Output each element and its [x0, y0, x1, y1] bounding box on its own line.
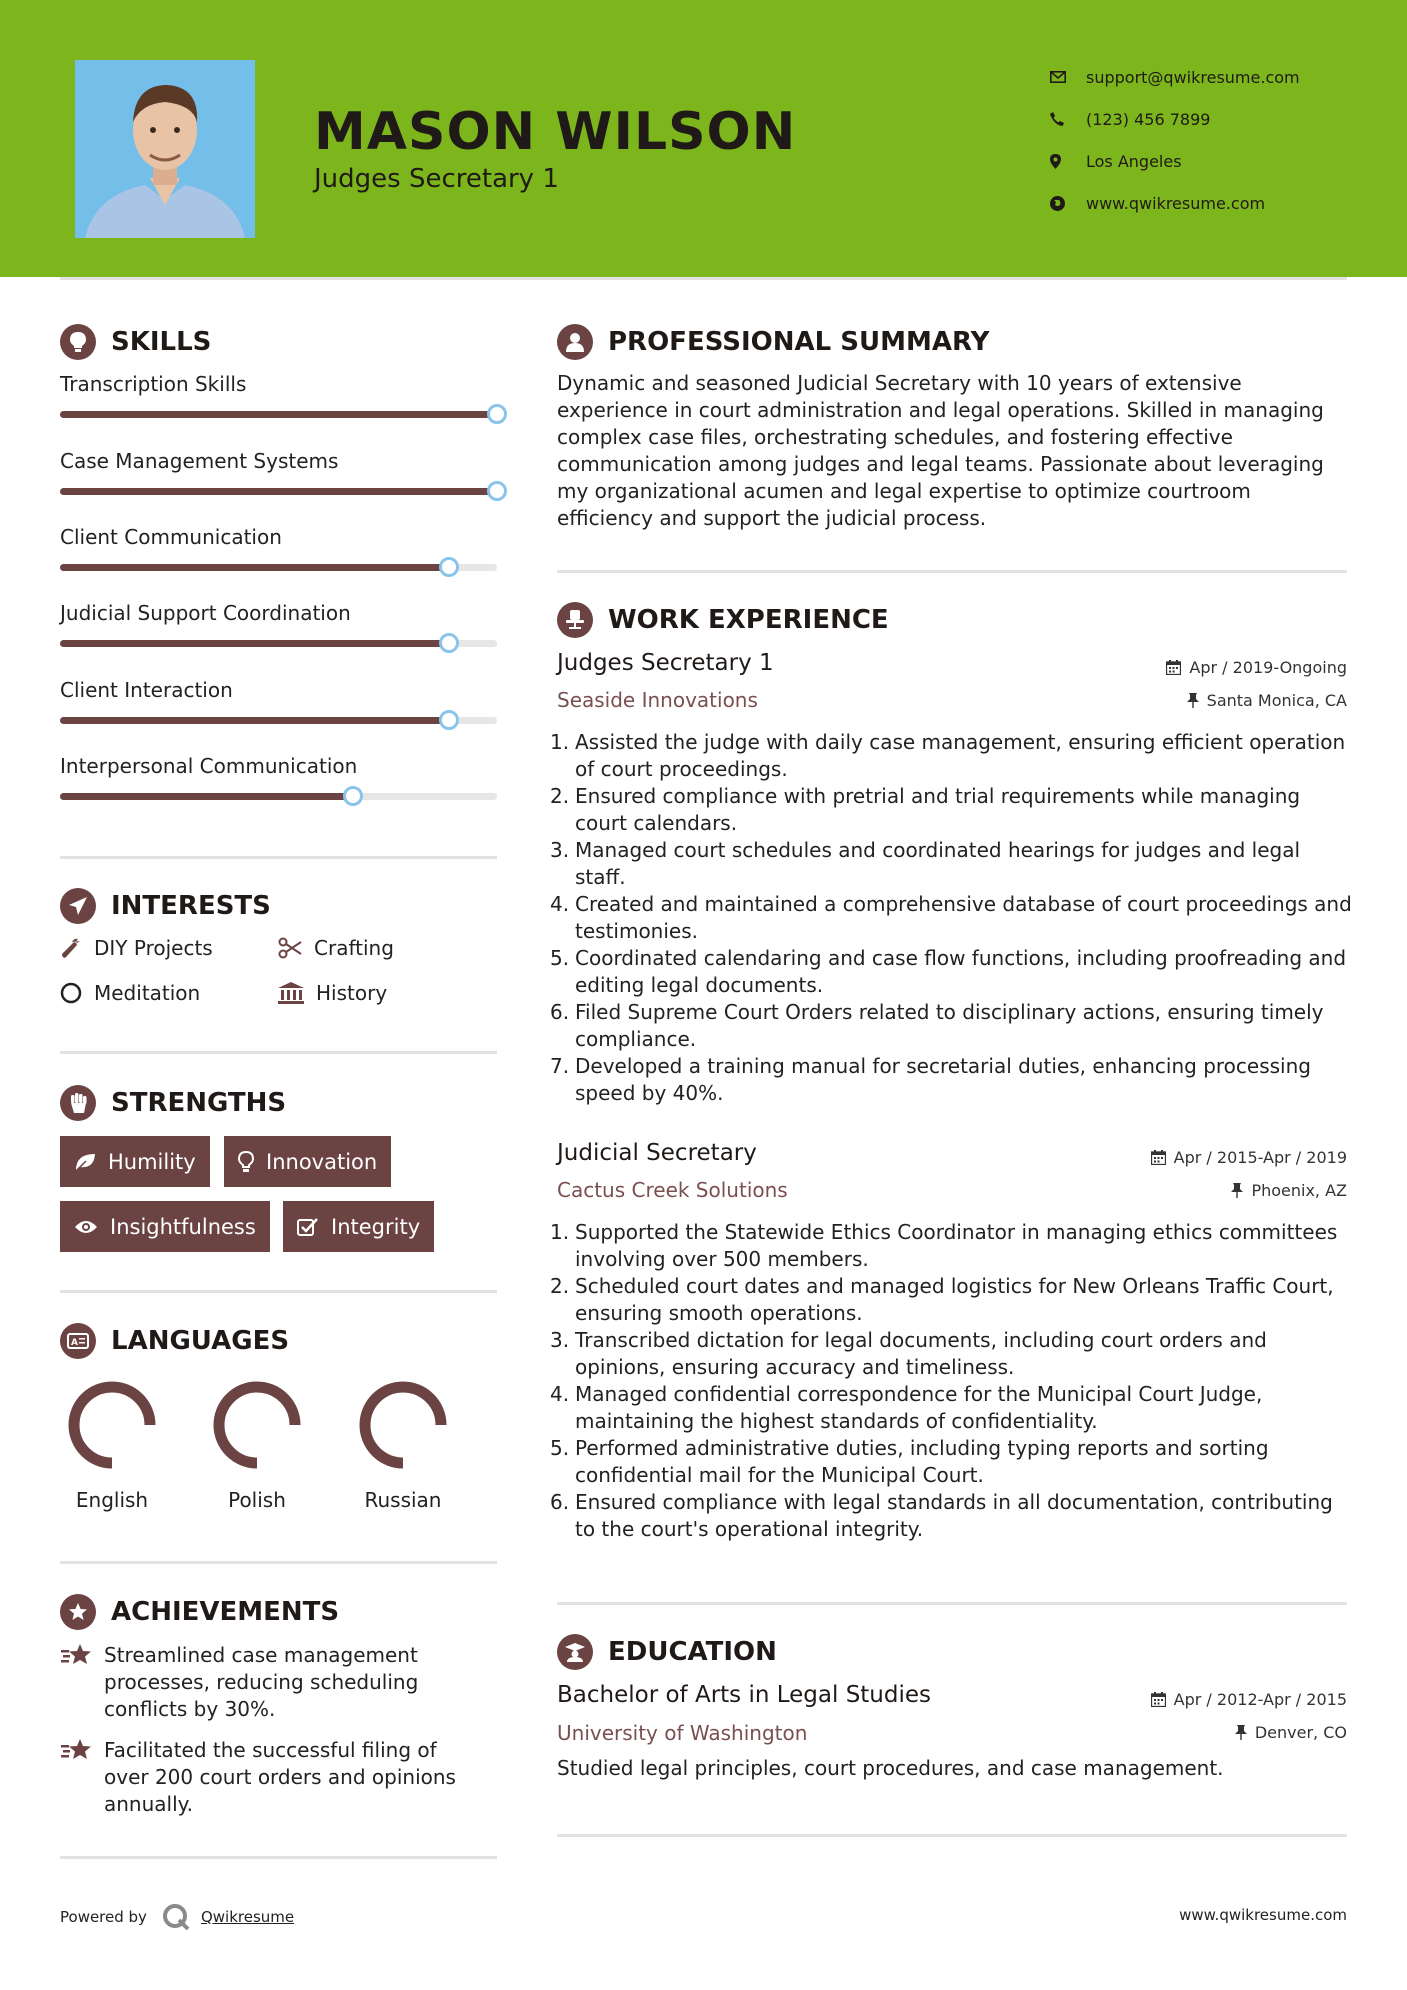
- skill-bar-fill: [60, 640, 449, 647]
- interest-item: Crafting: [278, 936, 394, 960]
- skill-bar-knob: [487, 481, 507, 501]
- envelope-icon: [1050, 71, 1086, 83]
- language-item: [197, 1375, 317, 1512]
- duty-item: Transcribed dictation for legal documents, including court orders and opinions, ensuring accuracy and timeliness.: [575, 1328, 1267, 1379]
- skill-bar: [60, 717, 497, 724]
- duty-item: Developed a training manual for secretarial duties, enhancing processing speed by 40%.: [575, 1054, 1311, 1105]
- interest-item: History: [278, 981, 387, 1005]
- education-location: Denver, CO: [1235, 1723, 1347, 1742]
- qwikresume-logo-icon: [161, 1902, 191, 1932]
- phone-icon: [1050, 112, 1086, 126]
- calendar-icon: [1151, 1150, 1166, 1165]
- degree-title: Bachelor of Arts in Legal Studies: [557, 1682, 932, 1708]
- language-item: [52, 1375, 172, 1512]
- language-item: [343, 1375, 463, 1512]
- education-description: Studied legal principles, court procedures, and case management.: [557, 1756, 1224, 1780]
- job-title: Judicial Secretary: [557, 1140, 757, 1166]
- skill-label: Judicial Support Coordination: [60, 601, 351, 625]
- skill-item: [60, 754, 497, 778]
- duty-item: Ensured compliance with legal standards in all documentation, contributing to the court's operational integrity.: [575, 1490, 1333, 1541]
- skill-bar-fill: [60, 488, 497, 495]
- skill-bar-fill: [60, 564, 449, 571]
- skill-bar: [60, 564, 497, 571]
- duty-item: Assisted the judge with daily case management, ensuring efficient operation of court proceedings.: [575, 730, 1346, 781]
- duty-item: Filed Supreme Court Orders related to disciplinary actions, ensuring timely compliance.: [575, 1000, 1324, 1051]
- interest-item: DIY Projects: [60, 936, 213, 960]
- wrench-icon: [60, 937, 82, 959]
- job-dates: Apr / 2015-Apr / 2019: [1151, 1148, 1347, 1167]
- profile-photo: [75, 60, 255, 238]
- office-chair-icon: [557, 602, 593, 638]
- contact-website: [1050, 182, 1300, 224]
- star-badge-icon: [60, 1594, 96, 1630]
- calendar-icon: [1166, 660, 1181, 675]
- phone-text: (123) 456 7899: [1086, 109, 1211, 129]
- job-duties: [575, 1219, 1355, 1543]
- skill-bar-knob: [439, 633, 459, 653]
- section-divider: [60, 856, 497, 859]
- skill-bar-knob: [439, 710, 459, 730]
- skill-bar: [60, 793, 497, 800]
- header-banner: [0, 0, 1407, 277]
- strengths-heading: STRENGTHS: [60, 1085, 286, 1121]
- skill-bar-knob: [439, 557, 459, 577]
- strength-chip: Innovation: [224, 1136, 391, 1187]
- skill-bar-knob: [343, 786, 363, 806]
- strength-chip: Insightfulness: [60, 1201, 270, 1252]
- skill-bar-knob: [487, 404, 507, 424]
- language-ring-arc: [74, 1387, 150, 1463]
- museum-icon: [278, 982, 304, 1004]
- duty-item: Managed court schedules and coordinated hearings for judges and legal staff.: [575, 838, 1301, 889]
- lightbulb-icon: [238, 1151, 254, 1173]
- contact-info: [1050, 56, 1300, 224]
- section-divider: [60, 1290, 497, 1293]
- job-title: Judges Secretary 1: [557, 650, 774, 676]
- section-divider: [60, 1856, 497, 1859]
- language-ring-arc: [219, 1387, 295, 1463]
- education-heading: EDUCATION: [557, 1634, 777, 1670]
- achievement-item: [60, 1642, 500, 1723]
- globe-icon: [1050, 196, 1086, 211]
- job-dates: Apr / 2019-Ongoing: [1166, 658, 1347, 677]
- education-dates: Apr / 2012-Apr / 2015: [1151, 1690, 1347, 1709]
- language-ring: [343, 1375, 463, 1475]
- duty-item: Managed confidential correspondence for the Municipal Court Judge, maintaining the highest standards of confidentiality.: [575, 1382, 1263, 1433]
- section-divider: [60, 1561, 497, 1564]
- interests-heading: INTERESTS: [60, 888, 271, 924]
- paper-plane-icon: [60, 888, 96, 924]
- star-icon: [60, 1642, 92, 1668]
- svg-text:A: A: [71, 1338, 78, 1348]
- footer-website[interactable]: www.qwikresume.com: [1179, 1906, 1347, 1924]
- language-ring: [52, 1375, 172, 1475]
- section-divider: [557, 570, 1347, 573]
- contact-email: [1050, 56, 1300, 98]
- skill-label: Interpersonal Communication: [60, 754, 358, 778]
- job-duties: [575, 729, 1355, 1107]
- duty-item: Created and maintained a comprehensive database of court proceedings and testimonies.: [575, 892, 1352, 943]
- language-card-icon: [60, 1323, 96, 1359]
- lightbulb-icon: [60, 324, 96, 360]
- skill-bar: [60, 411, 497, 418]
- school-name: University of Washington: [557, 1721, 808, 1745]
- contact-location: [1050, 140, 1300, 182]
- eye-icon: [74, 1219, 98, 1235]
- skill-label: Client Communication: [60, 525, 282, 549]
- email-text[interactable]: support@qwikresume.com: [1086, 67, 1300, 87]
- achievement-item: [60, 1737, 500, 1818]
- circle-icon: [60, 982, 82, 1004]
- section-divider: [557, 1834, 1347, 1837]
- company-name: Seaside Innovations: [557, 688, 758, 712]
- skills-heading: SKILLS: [60, 324, 211, 360]
- duty-item: Scheduled court dates and managed logistics for New Orleans Traffic Court, ensuring smooth operations.: [575, 1274, 1334, 1325]
- skill-item: [60, 372, 497, 396]
- strength-chip: Humility: [60, 1136, 210, 1187]
- company-name: Cactus Creek Solutions: [557, 1178, 788, 1202]
- check-square-icon: [297, 1217, 319, 1237]
- skill-item: [60, 678, 497, 702]
- skill-item: [60, 601, 497, 625]
- contact-phone: [1050, 98, 1300, 140]
- interest-item: Meditation: [60, 981, 200, 1005]
- skill-bar-fill: [60, 793, 353, 800]
- section-divider: [557, 1602, 1347, 1605]
- skill-bar: [60, 488, 497, 495]
- skill-bar: [60, 640, 497, 647]
- skill-item: [60, 525, 497, 549]
- job-location: Phoenix, AZ: [1231, 1181, 1347, 1200]
- language-label: English: [75, 1488, 149, 1512]
- experience-heading: WORK EXPERIENCE: [557, 602, 889, 638]
- candidate-name: MASON WILSON: [314, 102, 797, 162]
- language-ring-arc: [365, 1387, 441, 1463]
- footer-powered-by: Powered by Qwikresume: [60, 1902, 294, 1932]
- skill-label: Case Management Systems: [60, 449, 339, 473]
- language-label: Russian: [364, 1488, 442, 1512]
- duty-item: Coordinated calendaring and case flow functions, including proofreading and editing legal documents.: [575, 946, 1347, 997]
- skill-item: [60, 449, 497, 473]
- candidate-title: Judges Secretary 1: [314, 164, 559, 194]
- section-divider: [60, 1051, 497, 1054]
- star-icon: [60, 1737, 92, 1763]
- summary-text: Dynamic and seasoned Judicial Secretary with 10 years of extensive experience in court administration and legal operations. Skilled in managing complex case files, orchestrating schedules, and fostering effective communication among judges and legal teams. Passionate about leveraging my organizational acumen and legal expertise to optimize courtroom efficiency and support the judicial process.: [557, 371, 1324, 530]
- user-icon: [557, 324, 593, 360]
- achievement-text: Streamlined case management processes, reducing scheduling conflicts by 30%.: [104, 1643, 419, 1721]
- skill-label: Client Interaction: [60, 678, 233, 702]
- skill-bar-fill: [60, 411, 497, 418]
- duty-item: Ensured compliance with pretrial and trial requirements while managing court calendars.: [575, 784, 1301, 835]
- scissors-icon: [278, 937, 302, 959]
- duty-item: Performed administrative duties, including typing reports and sorting confidential mail for the Municipal Court.: [575, 1436, 1269, 1487]
- summary-heading: PROFESSIONAL SUMMARY: [557, 324, 989, 360]
- pushpin-icon: [1231, 1183, 1243, 1198]
- achievements-heading: ACHIEVEMENTS: [60, 1594, 339, 1630]
- language-label: Polish: [228, 1488, 286, 1512]
- language-ring: [197, 1375, 317, 1475]
- duty-item: Supported the Statewide Ethics Coordinator in managing ethics committees involving over 500 members.: [575, 1220, 1338, 1271]
- leaf-icon: [74, 1152, 96, 1172]
- graduate-icon: [557, 1634, 593, 1670]
- calendar-icon: [1151, 1692, 1166, 1707]
- qwikresume-link[interactable]: Qwikresume: [200, 1908, 295, 1926]
- strength-chip: Integrity: [283, 1201, 434, 1252]
- job-location: Santa Monica, CA: [1187, 691, 1347, 710]
- location-text: Los Angeles: [1086, 151, 1182, 171]
- fist-icon: [60, 1085, 96, 1121]
- languages-heading: A LANGUAGES: [60, 1323, 289, 1359]
- pushpin-icon: [1187, 693, 1199, 708]
- skill-label: Transcription Skills: [60, 372, 247, 396]
- pushpin-icon: [1235, 1725, 1247, 1740]
- website-text[interactable]: www.qwikresume.com: [1086, 193, 1266, 213]
- achievement-text: Facilitated the successful filing of over 200 court orders and opinions annually.: [104, 1738, 456, 1816]
- skill-bar-fill: [60, 717, 449, 724]
- map-marker-icon: [1050, 154, 1086, 169]
- header-divider: [60, 277, 1347, 280]
